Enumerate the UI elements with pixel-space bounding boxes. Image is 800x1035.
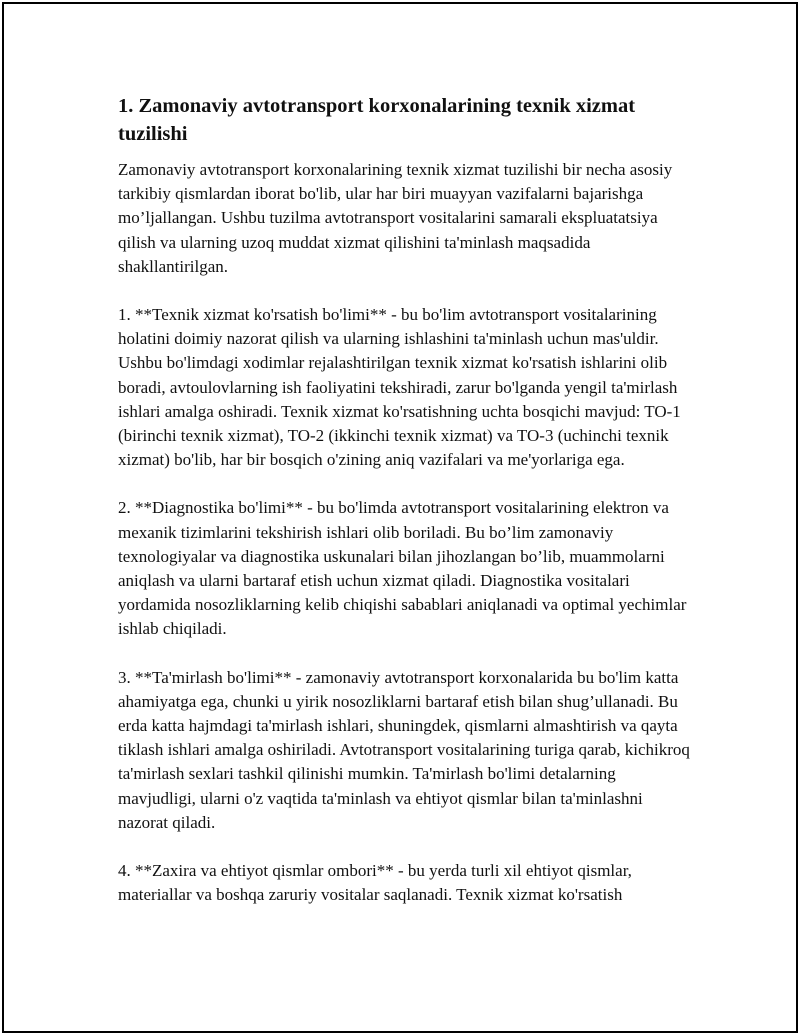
paragraph-repair-department: 3. **Ta'mirlash bo'limi** - zamonaviy avtotransport korxonalarida bu bo'lim katta ahamiyatga ega, chunki u yirik nosozliklarni bartaraf etish bilan shug’ullanadi. Bu erda katta hajmdagi ta'mirlash ishlari, shuningdek, qismlarni almashtirish va qayta tiklash ishlari amalga oshiriladi. Avtotransport vositalarining turiga qarab, kichikroq ta'mirlash sexlari tashkil qilinishi mumkin. Ta'mirlash bo'limi detalarning mavjudligi, ularni o'z vaqtida ta'minlash va ehtiyot qismlar bilan ta'minlashni nazorat qiladi. [118,667,690,832]
section-heading: 1. Zamonaviy avtotransport korxonalarining texnik xizmat tuzilishi [118,95,636,145]
paragraph-diagnostics-department: 2. **Diagnostika bo'limi** - bu bo'limda avtotransport vositalarining elektron va mexanik tizimlarini tekshirish ishlari olib boriladi. Bu bo’lim zamonaviy texnologiyalar va diagnostika uskunalari bilan jihozlangan bo’lib, muammolarni aniqlash va ularni bartaraf etish uchun xizmat qiladi. Diagnostika vositalari yordamida nosozliklarning kelib chiqishi sabablari aniqlanadi va optimal yechimlar ishlab chiqiladi. [118,498,687,639]
intro-paragraph: Zamonaviy avtotransport korxonalarining texnik xizmat tuzilishi bir necha asosiy tarkibiy qismlardan iborat bo'lib, ular har biri muayyan vazifalarni bajarishga mo’ljallangan. Ushbu tuzilma avtotransport vositalarini samarali ekspluatatsiya qilish va ularning uzoq muddat xizmat qilishini ta'minlash maqsadida shakllantirilgan. [118,160,673,276]
paragraph-spare-parts-warehouse: 4. **Zaxira va ehtiyot qismlar ombori** - bu yerda turli xil ehtiyot qismlar, materiallar va boshqa zaruriy vositalar saqlanadi. Texnik xizmat ko'rsatish [118,861,632,905]
document-body [118,92,690,931]
paragraph-maintenance-department: 1. **Texnik xizmat ko'rsatish bo'limi** - bu bo'lim avtotransport vositalarining holatini doimiy nazorat qilish va ularning ishlashini ta'minlash uchun mas'uldir. Ushbu bo'limdagi xodimlar rejalashtirilgan texnik xizmat ko'rsatish ishlarini olib boradi, avtoulovlarning ish faoliyatini tekshiradi, zarur bo'lganda yengil ta'mirlash ishlari amalga oshiradi. Texnik xizmat ko'rsatishning uchta bosqichi mavjud: TO-1 (birinchi texnik xizmat), TO-2 (ikkinchi texnik xizmat) va TO-3 (uchinchi texnik xizmat) bo'lib, har bir bosqich o'zining aniq vazifalari va me'yorlariga ega. [118,305,681,470]
